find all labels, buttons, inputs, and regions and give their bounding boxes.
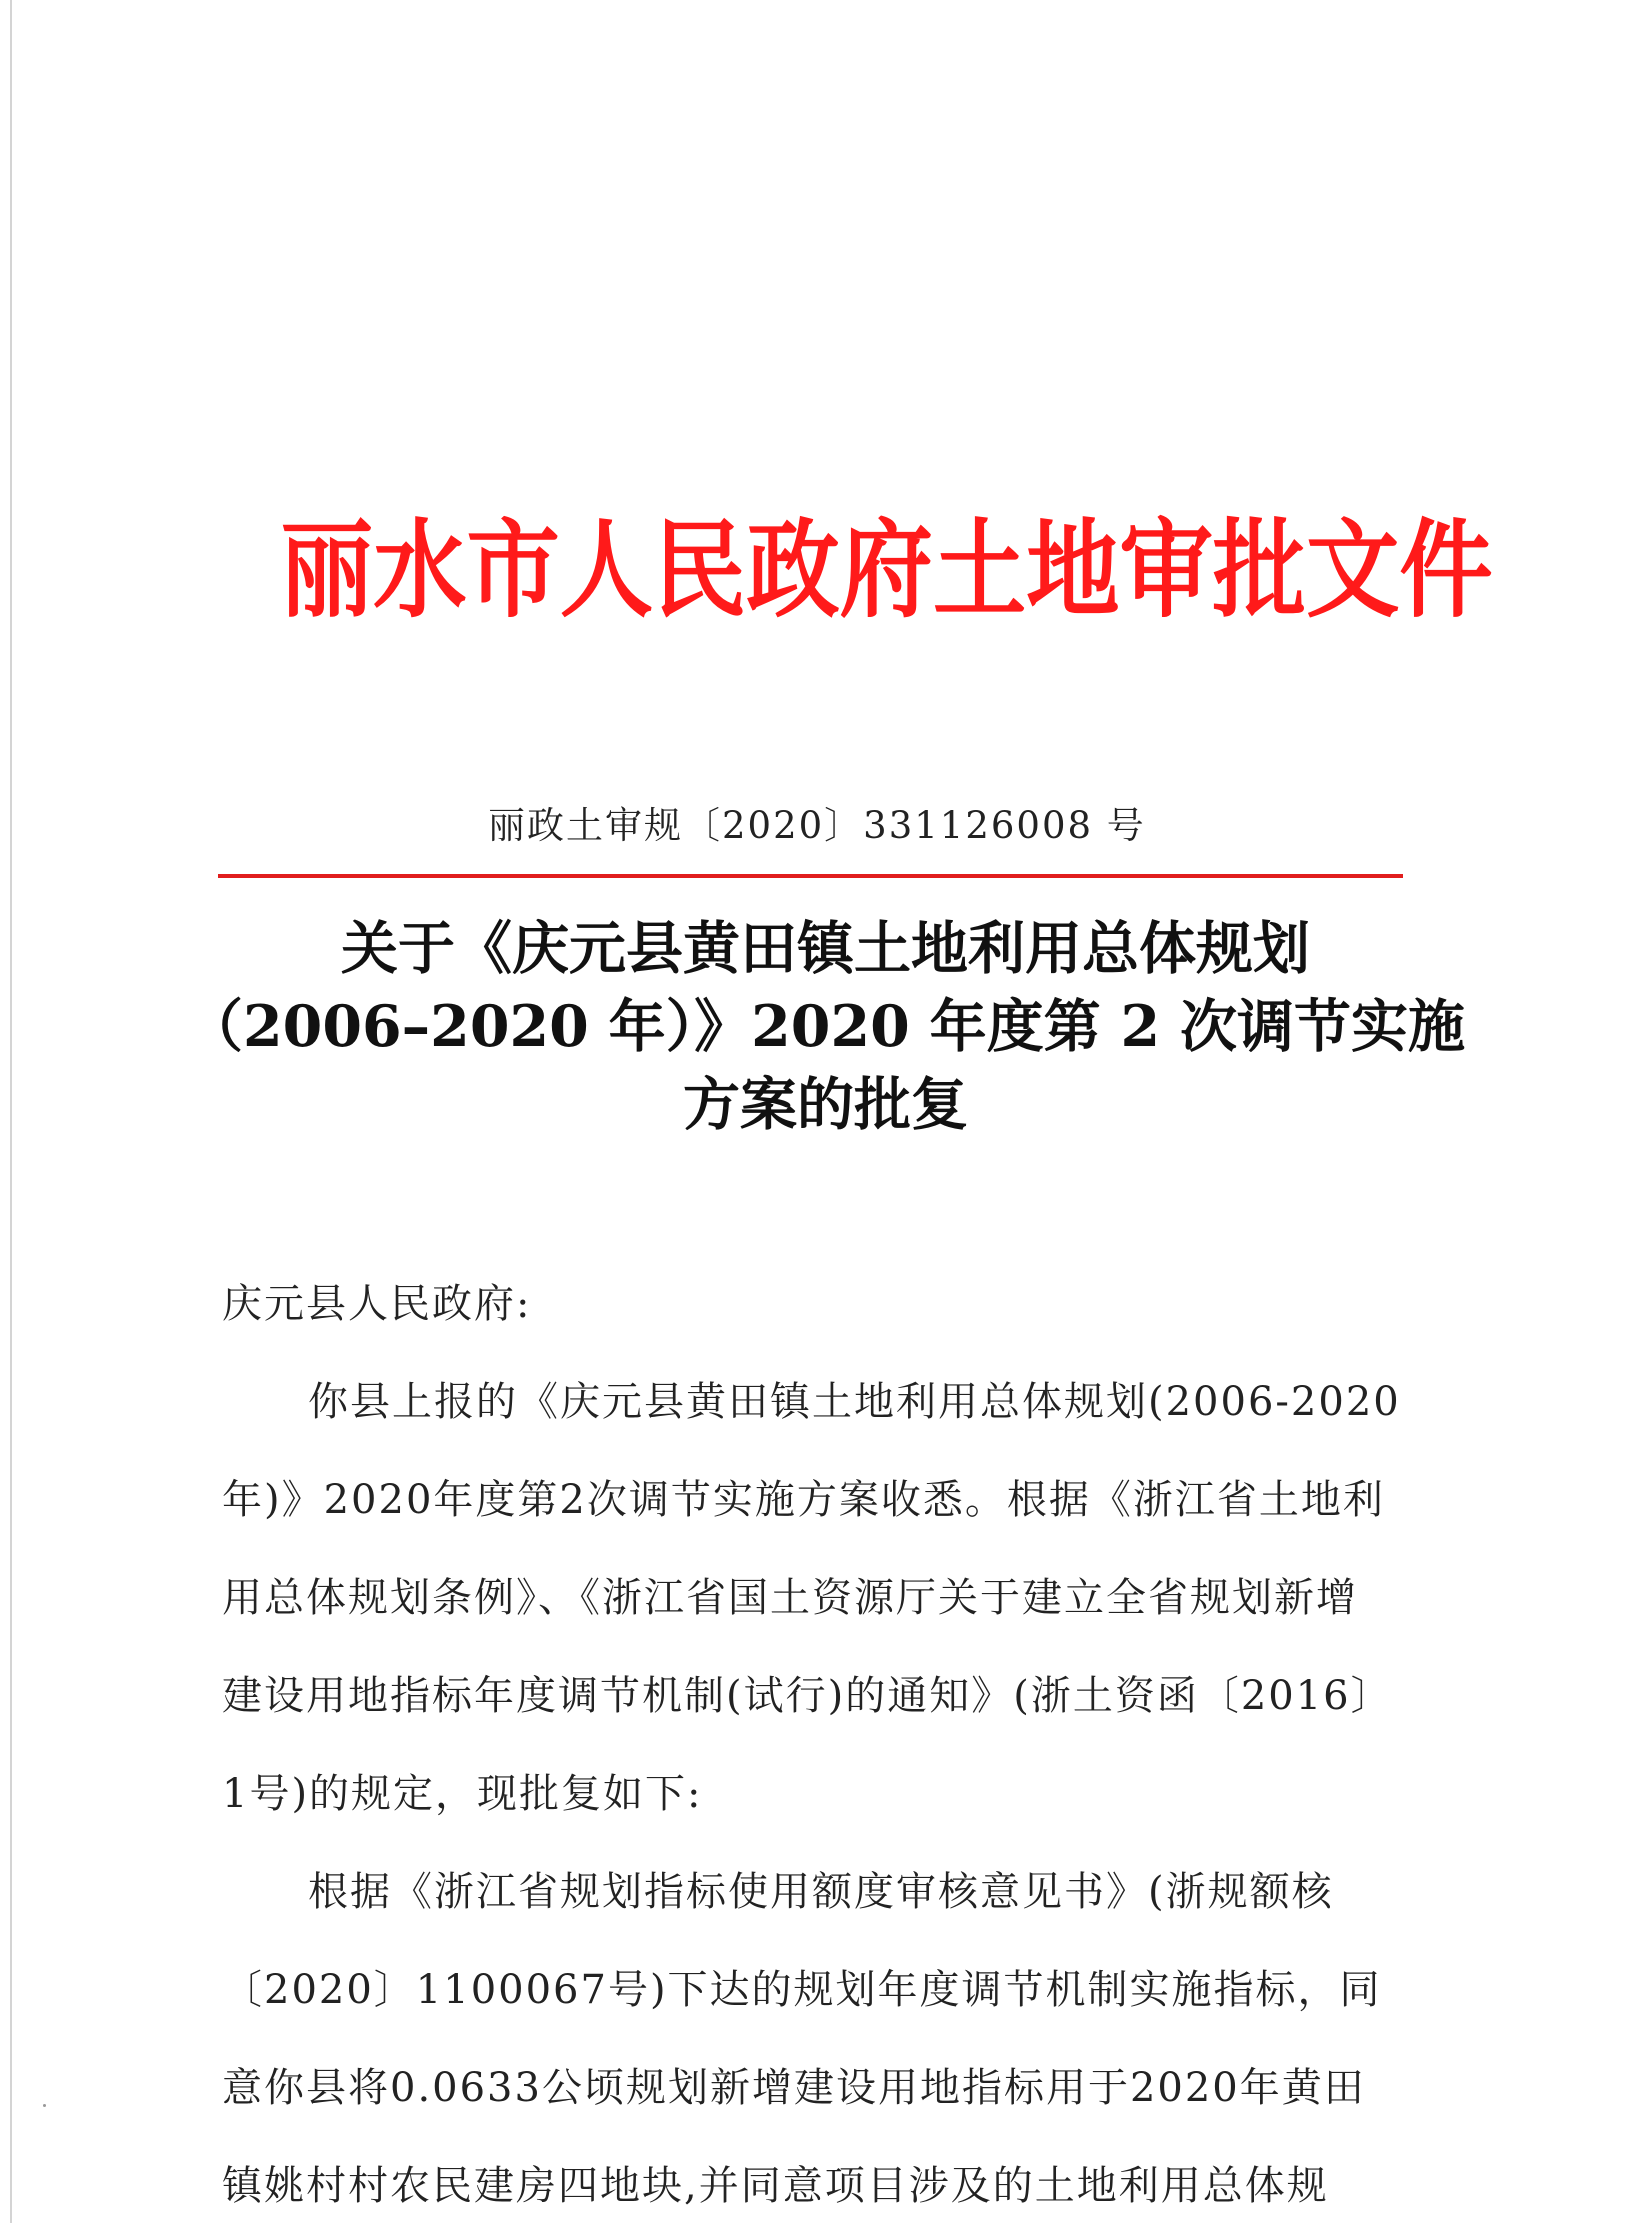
salutation: 庆元县人民政府: (222, 1281, 532, 1327)
body-line: 〔2020〕1100067号)下达的规划年度调节机制实施指标，同 (222, 1967, 1382, 2013)
masthead-title: 丽水市人民政府土地审批文件 (280, 509, 1493, 632)
body-line: 年)》2020年度第2次调节实施方案收悉。根据《浙江省土地利 (222, 1477, 1385, 1523)
body-line: 意你县将0.0633公顷规划新增建设用地指标用于2020年黄田 (222, 2065, 1366, 2111)
body-line: 1号)的规定，现批复如下: (222, 1771, 703, 1817)
red-divider-line (218, 874, 1403, 878)
scan-speck (43, 2104, 46, 2107)
body-line: 建设用地指标年度调节机制(试行)的通知》(浙土资函〔2016〕 (222, 1673, 1393, 1719)
scan-edge-line (10, 0, 12, 2223)
title-line: 关于《庆元县黄田镇土地利用总体规划 (341, 915, 1310, 982)
title-line: 方案的批复 (683, 1071, 968, 1138)
body-line: 你县上报的《庆元县黄田镇土地利用总体规划(2006-2020 (308, 1379, 1401, 1425)
document-number: 丽政土审规〔2020〕331126008 号 (488, 804, 1146, 847)
title-line: （2006–2020 年）》2020 年度第 2 次调节实施 (186, 993, 1465, 1060)
document-body (222, 1255, 1412, 2235)
body-line: 镇姚村村农民建房四地块,并同意项目涉及的土地利用总体规 (222, 2163, 1329, 2209)
body-line: 用总体规划条例》、《浙江省国土资源厅关于建立全省规划新增 (222, 1575, 1358, 1621)
body-line: 根据《浙江省规划指标使用额度审核意见书》(浙规额核 (308, 1869, 1334, 1915)
document-title (160, 910, 1491, 1144)
